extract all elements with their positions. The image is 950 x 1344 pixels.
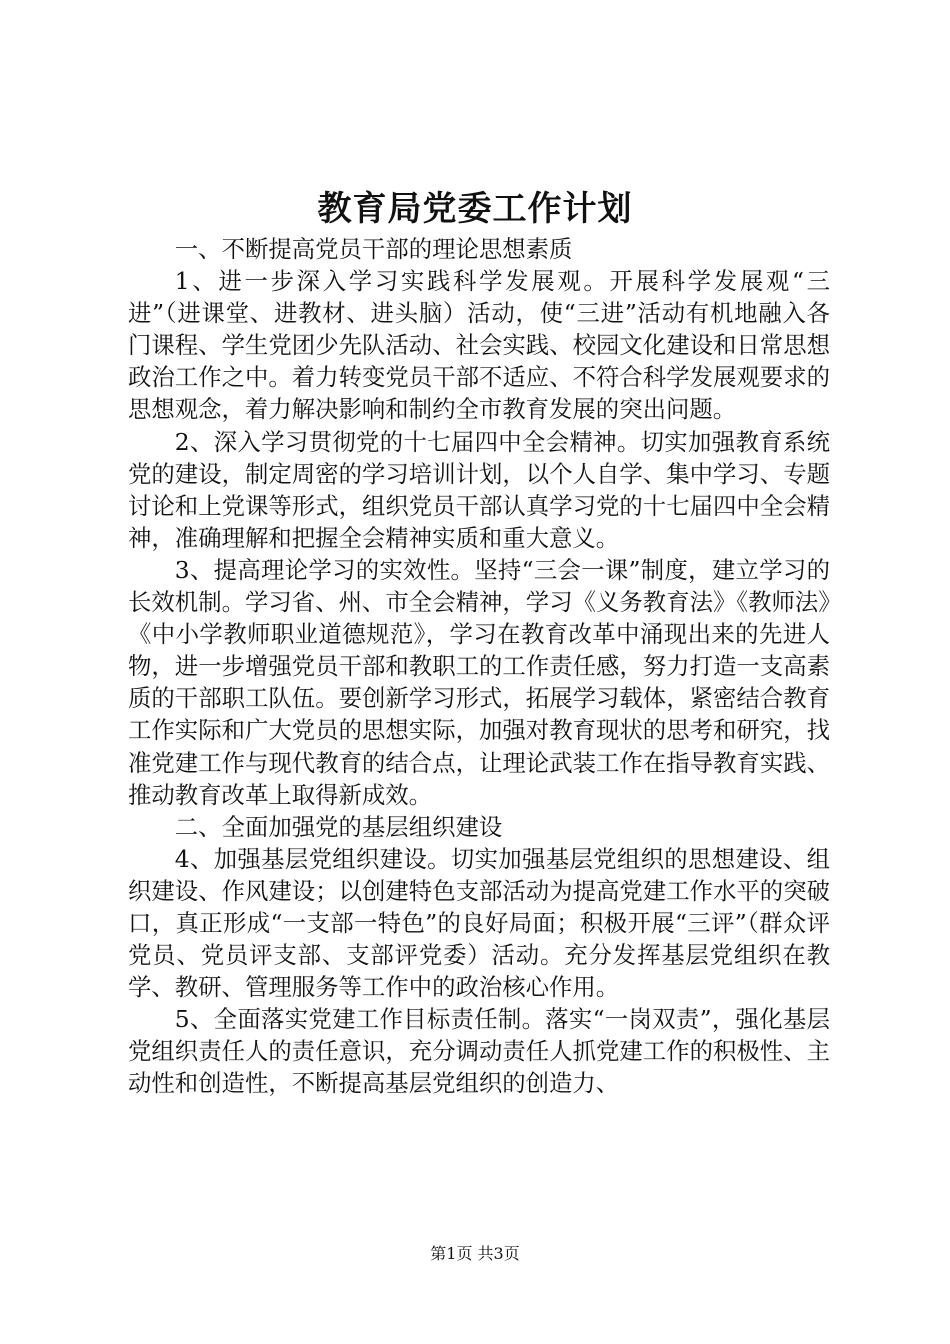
page-footer: 第1页 共3页 [430,1244,520,1263]
document-title: 教育局党委工作计划 [317,189,633,229]
paragraph-item-1: 1、进一步深入学习实践科学发展观。开展科学发展观“三进”（进课堂、进教材、进头脑）活动，使“三进”活动有机地融入各门课程、学生党团少先队活动、社会实践、校园文化建设和日常思想政治工作之中。着力转变党员干部不适应、不符合科学发展观要求的思想观念，着力解决影响和制约全市教育发展的突出问题。 [128,267,830,424]
paragraph-item-2: 2、深入学习贯彻党的十七届四中全会精神。切实加强教育系统党的建设，制定周密的学习培训计划，以个人自学、集中学习、专题讨论和上党课等形式，组织党员干部认真学习党的十七届四中全会精神，准确理解和把握全会精神实质和重大意义。 [128,427,830,552]
paragraph-item-3: 3、提高理论学习的实效性。坚持“三会一课”制度，建立学习的长效机制。学习省、州、市全会精神，学习《义务教育法》《教师法》《中小学教师职业道德规范》，学习在教育改革中涌现出来的先进人物，进一步增强党员干部和教职工的工作责任感，努力打造一支高素质的干部职工队伍。要创新学习形式，拓展学习载体，紧密结合教育工作实际和广大党员的思想实际，加强对教育现状的思考和研究，找准党建工作与现代教育的结合点，让理论武装工作在指导教育实践、推动教育改革上取得新成效。 [128,555,830,809]
section-heading-1: 一、不断提高党员干部的理论思想素质 [174,235,573,263]
section-heading-2: 二、全面加强党的基层组织建设 [174,812,503,841]
paragraph-item-4: 4、加强基层党组织建设。切实加强基层党组织的思想建设、组织建设、作风建设；以创建特色支部活动为提高党建工作水平的突破口，真正形成“一支部一特色”的良好局面；积极开展“三评”（群众评党员、党员评支部、支部评党委）活动。充分发挥基层党组织在教学、教研、管理服务等工作中的政治核心作用。 [128,844,830,1002]
paragraph-item-5: 5、全面落实党建工作目标责任制。落实“一岗双责”，强化基层党组织责任人的责任意识，充分调动责任人抓党建工作的积极性、主动性和创造性，不断提高基层党组织的创造力、 [128,1005,830,1098]
document-body [128,233,830,1100]
